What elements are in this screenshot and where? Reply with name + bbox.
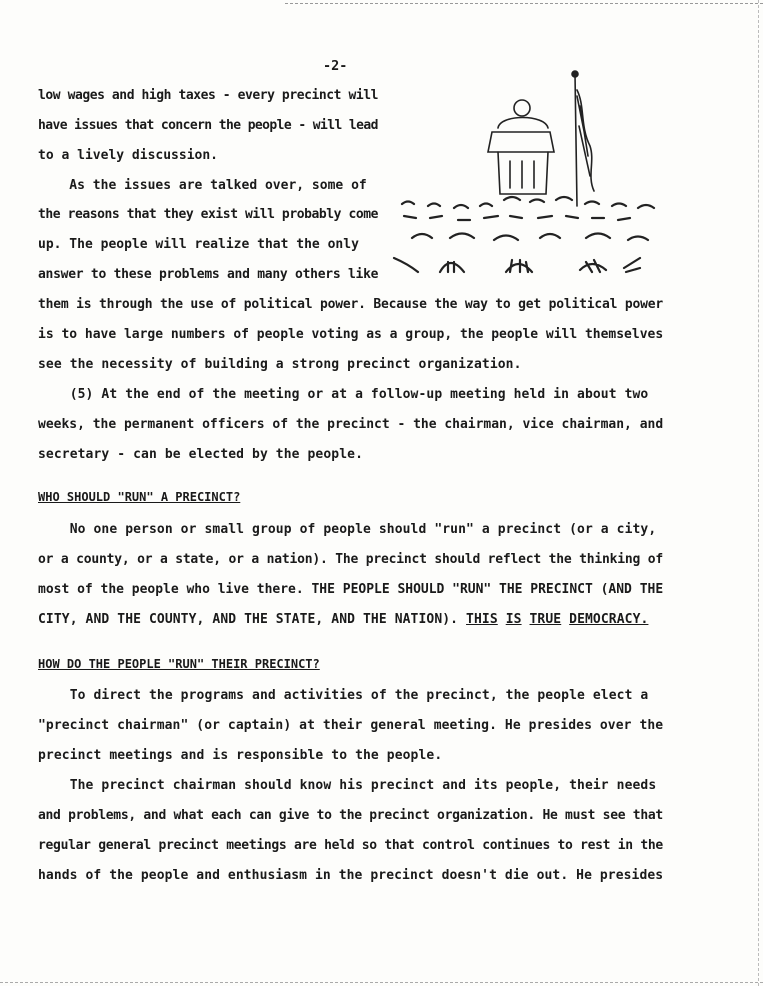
emphasis-word: IS	[505, 612, 522, 627]
page-number: -2-	[323, 58, 348, 74]
body-line: To direct the programs and activities of the precinct, the people elect a	[38, 688, 649, 703]
body-line: (5) At the end of the meeting or at a follow-up meeting held in about two	[38, 387, 649, 402]
meeting-illustration-icon	[380, 66, 670, 286]
right-edge-rule	[758, 0, 759, 986]
intro-line: to a lively discussion.	[38, 148, 219, 163]
body-line: weeks, the permanent officers of the precinct - the chairman, vice chairman, and	[38, 417, 664, 432]
emphasis-word: DEMOCRACY.	[569, 612, 649, 627]
body-line: No one person or small group of people should "run" a precinct (or a city,	[38, 522, 657, 537]
body-line: is to have large numbers of people voting as a group, the people will themselves	[38, 327, 664, 342]
top-edge-rule	[285, 3, 763, 4]
emphasis-word: TRUE	[529, 612, 562, 627]
intro-line: As the issues are talked over, some of	[38, 178, 367, 193]
body-line: most of the people who live there. THE PEOPLE SHOULD "RUN" THE PRECINCT (AND THE	[38, 582, 664, 597]
body-line: them is through the use of political power. Because the way to get political power	[38, 297, 663, 312]
section-heading-who-runs: WHO SHOULD "RUN" A PRECINCT?	[38, 490, 241, 504]
body-line-emphasis	[38, 612, 648, 627]
body-line: hands of the people and enthusiasm in the precinct doesn't die out. He presides	[38, 868, 664, 883]
emphasis-lead-text: CITY, AND THE COUNTY, AND THE STATE, AND THE NATION).	[38, 612, 467, 627]
body-line: "precinct chairman" (or captain) at their general meeting. He presides over the	[38, 718, 664, 733]
bottom-edge-rule	[0, 982, 763, 983]
intro-line: up. The people will realize that the only	[38, 237, 359, 252]
section-heading-how-run: HOW DO THE PEOPLE "RUN" THEIR PRECINCT?	[38, 657, 320, 671]
intro-line: have issues that concern the people - will lead	[38, 118, 378, 133]
emphasis-word: THIS	[466, 612, 498, 627]
intro-line: the reasons that they exist will probably come	[38, 207, 379, 222]
body-line: and problems, and what each can give to the precinct organization. He must see that	[38, 808, 663, 823]
intro-line: low wages and high taxes - every precinct will	[38, 88, 379, 103]
body-line: secretary - can be elected by the people.	[38, 447, 363, 462]
body-line: see the necessity of building a strong precinct organization.	[38, 357, 522, 372]
intro-line: answer to these problems and many others like	[38, 267, 379, 282]
body-line: precinct meetings and is responsible to the people.	[38, 748, 443, 763]
body-line: The precinct chairman should know his precinct and its people, their needs	[38, 778, 657, 793]
body-line: or a county, or a state, or a nation). The precinct should reflect the thinking of	[38, 552, 663, 567]
body-line: regular general precinct meetings are held so that control continues to rest in the	[38, 838, 663, 853]
